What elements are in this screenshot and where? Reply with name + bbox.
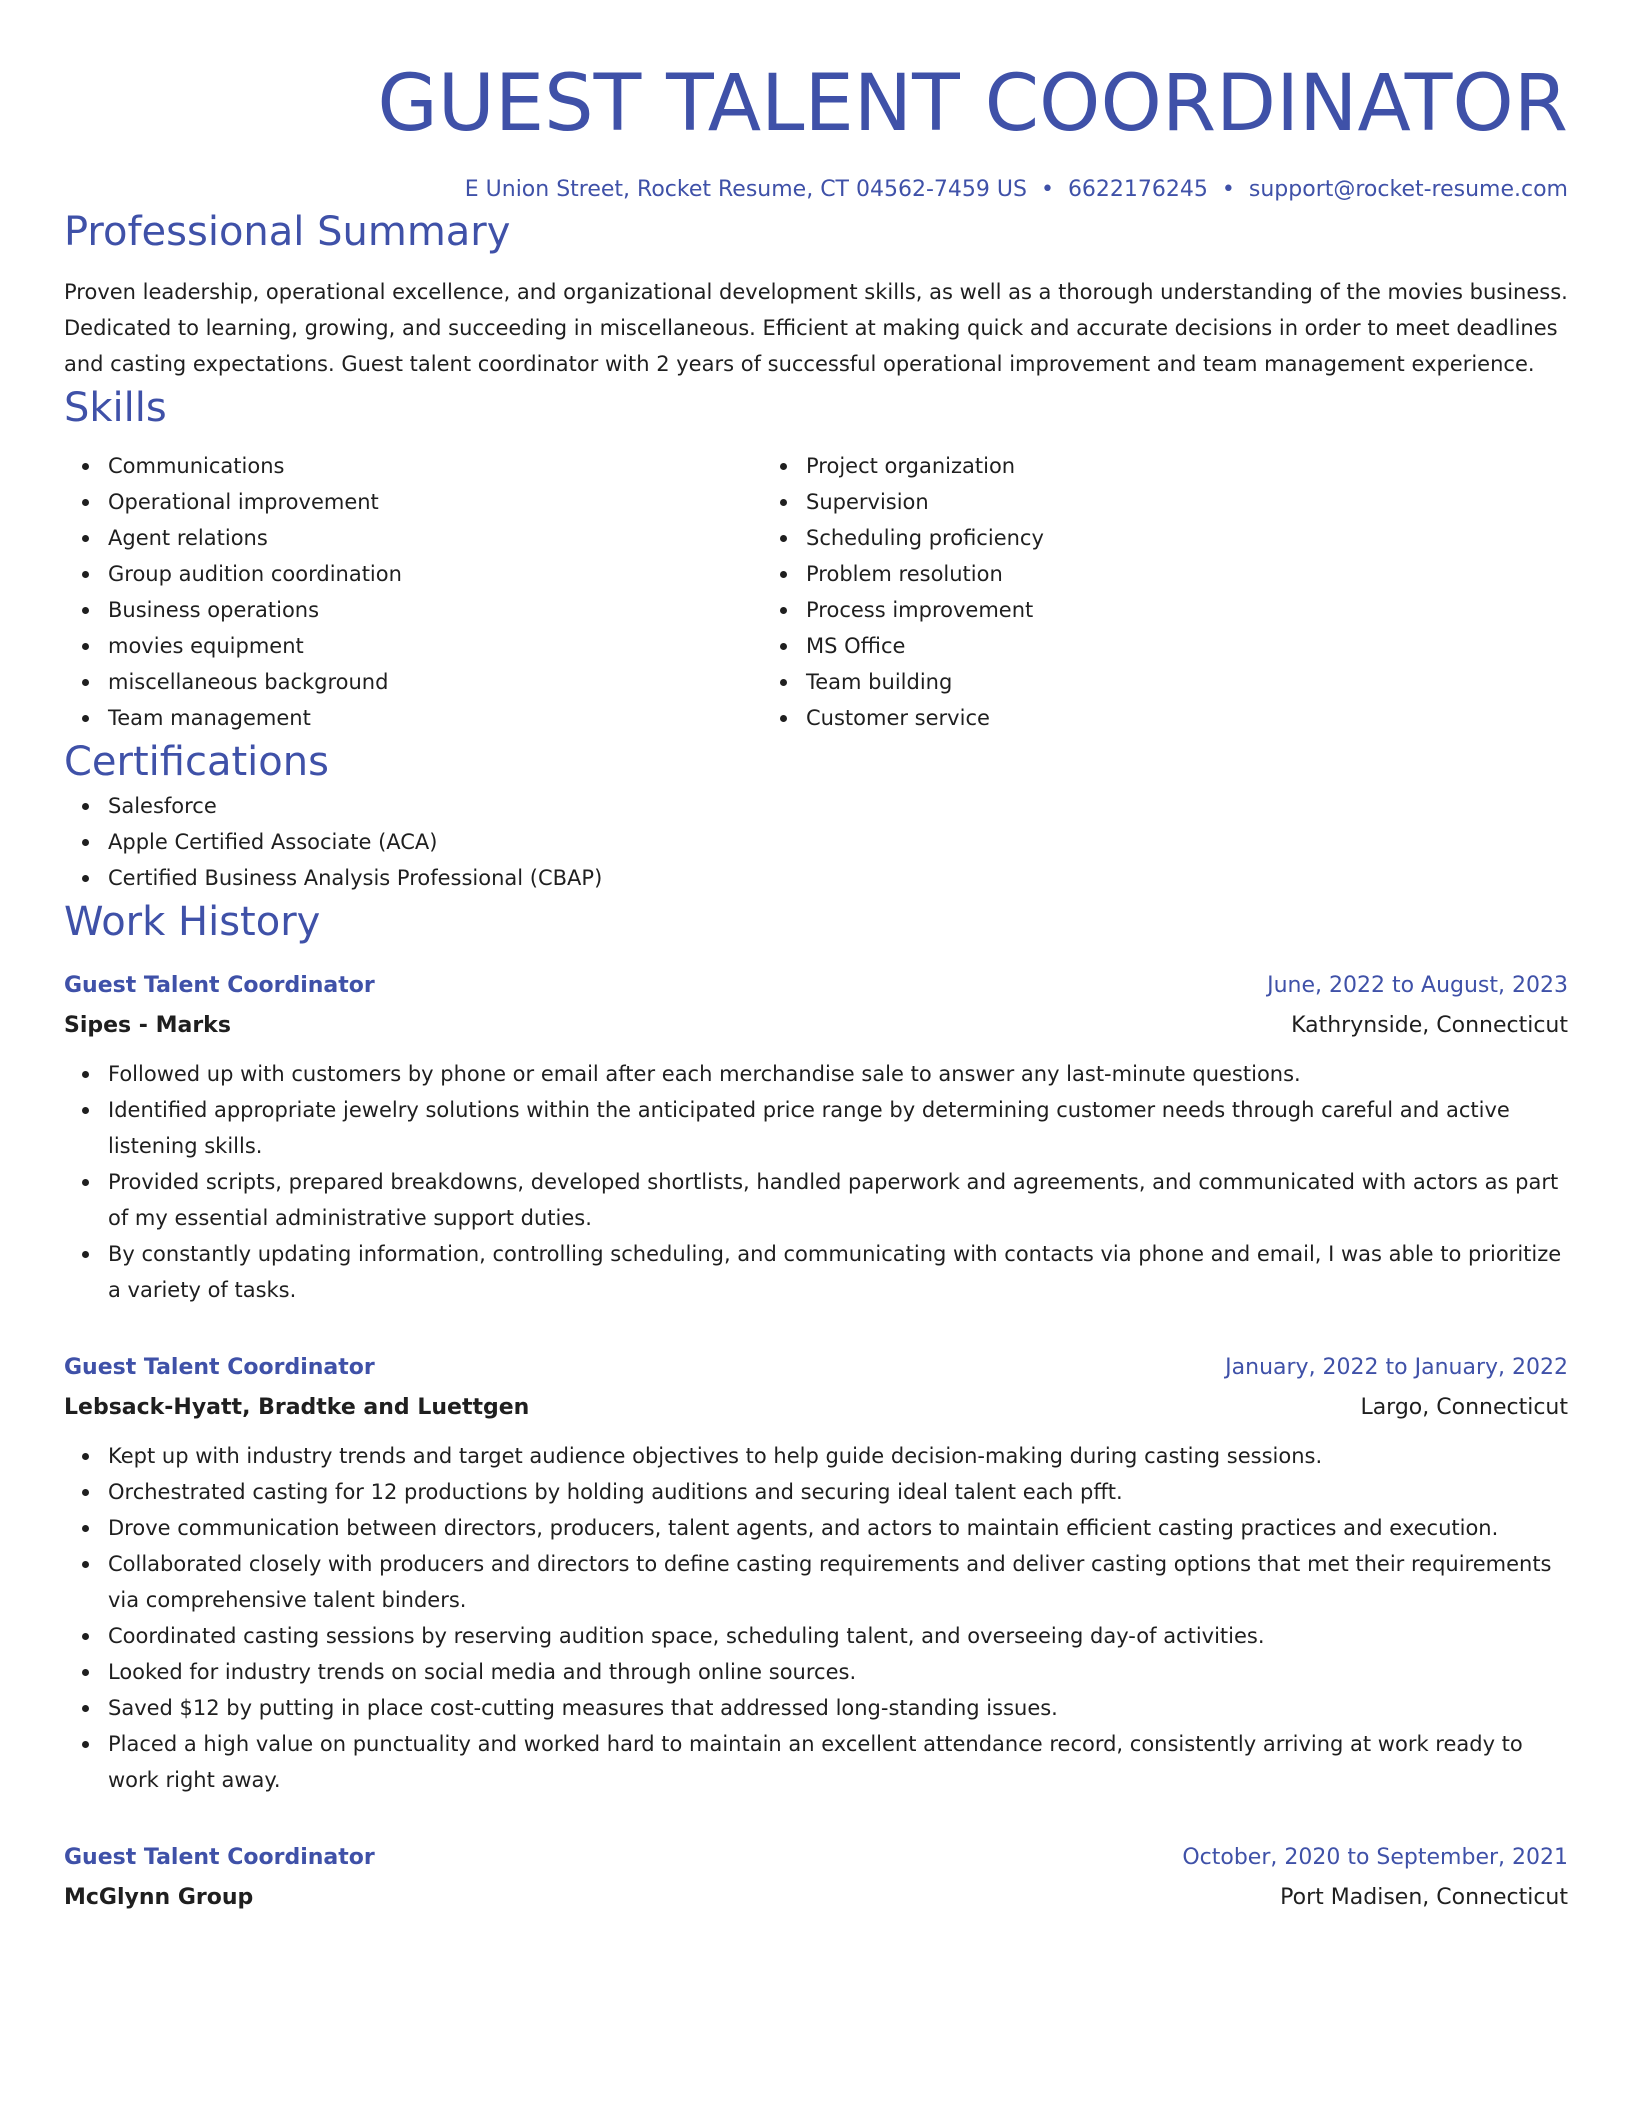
- skill-item: Communications: [108, 448, 762, 484]
- job-company-row: [64, 1388, 1568, 1428]
- skills-list-right: [762, 448, 1460, 736]
- skill-item: Customer service: [806, 700, 1460, 736]
- certifications-list: [64, 788, 1568, 896]
- job-bullet: Looked for industry trends on social media and through online sources.: [108, 1654, 1568, 1690]
- skills-columns: [64, 448, 1568, 736]
- contact-separator: •: [1040, 177, 1054, 202]
- skill-item: Supervision: [806, 484, 1460, 520]
- skill-item: Agent relations: [108, 520, 762, 556]
- skill-item: Team management: [108, 700, 762, 736]
- job-bullet: Drove communication between directors, producers, talent agents, and actors to maintain efficient casting practices and execution.: [108, 1510, 1568, 1546]
- job-header-row: [64, 1348, 1568, 1388]
- summary-text: Proven leadership, operational excellence, and organizational development skills, as well as a thorough understanding of the movies business. Dedicated to learning, growing, and succeeding in miscellaneous. Efficient at making quick and accurate decisions in order to meet deadlines and casting expectations. Guest talent coordinator with 2 years of successful operational improvement and team management experience.: [64, 280, 1568, 376]
- job-location: Port Madisen, Connecticut: [1280, 1885, 1568, 1910]
- certification-item: Salesforce: [108, 788, 1568, 824]
- contact-separator: •: [1221, 177, 1235, 202]
- job-company: Sipes - Marks: [64, 1013, 231, 1038]
- job-bullet: Followed up with customers by phone or email after each merchandise sale to answer any last-minute questions.: [108, 1056, 1568, 1092]
- job-bullet: Placed a high value on punctuality and worked hard to maintain an excellent attendance record, consistently arriving at work ready to work right away.: [108, 1726, 1568, 1798]
- skill-item: Group audition coordination: [108, 556, 762, 592]
- skill-item: Scheduling proficiency: [806, 520, 1460, 556]
- job-company-row: [64, 1006, 1568, 1046]
- skill-item: miscellaneous background: [108, 664, 762, 700]
- contact-address: E Union Street, Rocket Resume, CT 04562-7459 US: [464, 177, 1027, 202]
- job-company-row: [64, 1878, 1568, 1918]
- job-dates: June, 2022 to August, 2023: [1267, 973, 1568, 998]
- skills-heading: Skills: [64, 385, 167, 431]
- job-bullet: Coordinated casting sessions by reserving audition space, scheduling talent, and overseeing day-of activities.: [108, 1618, 1568, 1654]
- job-bullets: [64, 1056, 1568, 1308]
- job-header-row: [64, 1838, 1568, 1878]
- resume-page: [64, 0, 1568, 1918]
- job-title: Guest Talent Coordinator: [64, 1845, 375, 1870]
- skill-item: Problem resolution: [806, 556, 1460, 592]
- contact-phone: 6622176245: [1067, 177, 1208, 202]
- skill-item: Process improvement: [806, 592, 1460, 628]
- job-bullet: Orchestrated casting for 12 productions by holding auditions and securing ideal talent each pfft.: [108, 1474, 1568, 1510]
- skill-item: Team building: [806, 664, 1460, 700]
- job-bullet: Identified appropriate jewelry solutions within the anticipated price range by determining customer needs through careful and active listening skills.: [108, 1092, 1568, 1164]
- skills-list-left: [64, 448, 762, 736]
- job-location: Kathrynside, Connecticut: [1291, 1013, 1568, 1038]
- job-entry: [64, 1838, 1568, 1918]
- job-bullet: By constantly updating information, controlling scheduling, and communicating with contacts via phone and email, I was able to prioritize a variety of tasks.: [108, 1236, 1568, 1308]
- job-dates: October, 2020 to September, 2021: [1182, 1845, 1568, 1870]
- job-bullets: [64, 1438, 1568, 1798]
- skill-item: Project organization: [806, 448, 1460, 484]
- job-dates: January, 2022 to January, 2022: [1225, 1355, 1568, 1380]
- job-header-row: [64, 966, 1568, 1006]
- job-entry: [64, 966, 1568, 1308]
- work-history-heading: Work History: [64, 899, 321, 945]
- certification-item: Apple Certified Associate (ACA): [108, 824, 1568, 860]
- skill-item: movies equipment: [108, 628, 762, 664]
- job-bullet: Saved $12 by putting in place cost-cutting measures that addressed long-standing issues.: [108, 1690, 1568, 1726]
- contact-line: [64, 174, 1568, 206]
- job-company: McGlynn Group: [64, 1885, 254, 1910]
- job-entry: [64, 1348, 1568, 1798]
- job-bullet: Collaborated closely with producers and directors to define casting requirements and deliver casting options that met their requirements via comprehensive talent binders.: [108, 1546, 1568, 1618]
- certification-item: Certified Business Analysis Professional (CBAP): [108, 860, 1568, 896]
- contact-email: support@rocket-resume.com: [1248, 177, 1568, 202]
- resume-name: GUEST TALENT COORDINATOR: [377, 59, 1568, 149]
- skill-item: Business operations: [108, 592, 762, 628]
- skill-item: MS Office: [806, 628, 1460, 664]
- certifications-heading: Certifications: [64, 739, 329, 785]
- job-bullet: Kept up with industry trends and target audience objectives to help guide decision-making during casting sessions.: [108, 1438, 1568, 1474]
- job-location: Largo, Connecticut: [1360, 1395, 1568, 1420]
- job-bullet: Provided scripts, prepared breakdowns, developed shortlists, handled paperwork and agreements, and communicated with actors as part of my essential administrative support duties.: [108, 1164, 1568, 1236]
- job-company: Lebsack-Hyatt, Bradtke and Luettgen: [64, 1395, 530, 1420]
- skill-item: Operational improvement: [108, 484, 762, 520]
- job-title: Guest Talent Coordinator: [64, 973, 375, 998]
- job-title: Guest Talent Coordinator: [64, 1355, 375, 1380]
- summary-heading: Professional Summary: [64, 209, 511, 255]
